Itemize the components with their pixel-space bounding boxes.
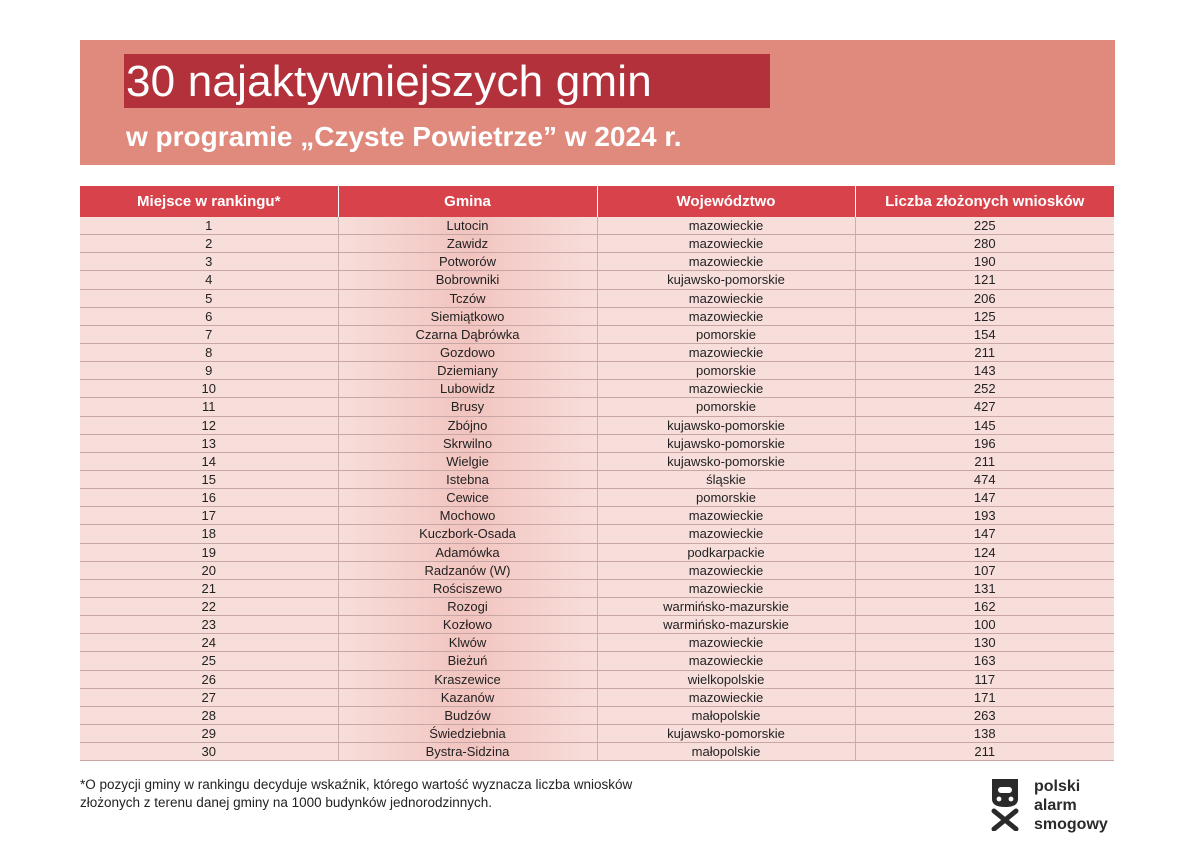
table-row: [80, 507, 1114, 525]
cell-municipality: Zawidz: [338, 235, 597, 253]
cell-municipality: Brusy: [338, 398, 597, 416]
cell-rank: 25: [80, 652, 338, 670]
cell-municipality: Lutocin: [338, 217, 597, 235]
table-row: [80, 235, 1114, 253]
table-row: [80, 652, 1114, 670]
cell-municipality: Bobrowniki: [338, 271, 597, 289]
cell-applications: 211: [855, 743, 1114, 761]
cell-applications: 131: [855, 579, 1114, 597]
cell-applications: 154: [855, 325, 1114, 343]
cell-voivodeship: mazowieckie: [597, 634, 855, 652]
table-row: [80, 543, 1114, 561]
cell-voivodeship: mazowieckie: [597, 235, 855, 253]
cell-municipality: Czarna Dąbrówka: [338, 325, 597, 343]
cell-rank: 20: [80, 561, 338, 579]
cell-applications: 124: [855, 543, 1114, 561]
cell-applications: 117: [855, 670, 1114, 688]
table-row: [80, 688, 1114, 706]
cell-applications: 143: [855, 362, 1114, 380]
cell-voivodeship: mazowieckie: [597, 561, 855, 579]
cell-voivodeship: mazowieckie: [597, 525, 855, 543]
table-row: [80, 743, 1114, 761]
cell-municipality: Świedziebnia: [338, 724, 597, 742]
page-title: 30 najaktywniejszych gmin: [126, 57, 652, 106]
cell-applications: 280: [855, 235, 1114, 253]
cell-rank: 29: [80, 724, 338, 742]
cell-rank: 5: [80, 289, 338, 307]
cell-rank: 26: [80, 670, 338, 688]
cell-municipality: Dziemiany: [338, 362, 597, 380]
cell-rank: 21: [80, 579, 338, 597]
cell-applications: 193: [855, 507, 1114, 525]
cell-rank: 24: [80, 634, 338, 652]
cell-rank: 18: [80, 525, 338, 543]
cell-municipality: Rozogi: [338, 597, 597, 615]
footnote-line-1: *O pozycji gminy w rankingu decyduje wskaźnik, którego wartość wyznacza liczba wniosków: [80, 777, 633, 792]
cell-applications: 171: [855, 688, 1114, 706]
cell-voivodeship: mazowieckie: [597, 507, 855, 525]
table-row: [80, 434, 1114, 452]
cell-rank: 27: [80, 688, 338, 706]
cell-voivodeship: wielkopolskie: [597, 670, 855, 688]
cell-rank: 16: [80, 489, 338, 507]
cell-rank: 9: [80, 362, 338, 380]
table-row: [80, 398, 1114, 416]
cell-rank: 22: [80, 597, 338, 615]
cell-rank: 19: [80, 543, 338, 561]
cell-applications: 196: [855, 434, 1114, 452]
cell-rank: 23: [80, 616, 338, 634]
table-row: [80, 289, 1114, 307]
table-row: [80, 362, 1114, 380]
ranking-table: [80, 186, 1114, 761]
cell-rank: 28: [80, 706, 338, 724]
cell-applications: 190: [855, 253, 1114, 271]
cell-voivodeship: kujawsko-pomorskie: [597, 271, 855, 289]
cell-rank: 8: [80, 343, 338, 361]
cell-voivodeship: kujawsko-pomorskie: [597, 724, 855, 742]
cell-applications: 252: [855, 380, 1114, 398]
cell-municipality: Gozdowo: [338, 343, 597, 361]
cell-voivodeship: mazowieckie: [597, 307, 855, 325]
table-row: [80, 525, 1114, 543]
table-row: [80, 616, 1114, 634]
cell-voivodeship: pomorskie: [597, 489, 855, 507]
cell-applications: 100: [855, 616, 1114, 634]
cell-municipality: Wielgie: [338, 452, 597, 470]
cell-applications: 130: [855, 634, 1114, 652]
cell-applications: 121: [855, 271, 1114, 289]
logo: [988, 775, 1128, 835]
cell-municipality: Potworów: [338, 253, 597, 271]
cell-applications: 125: [855, 307, 1114, 325]
cell-municipality: Adamówka: [338, 543, 597, 561]
table-row: [80, 634, 1114, 652]
mask-icon: [988, 777, 1022, 831]
cell-municipality: Tczów: [338, 289, 597, 307]
cell-voivodeship: pomorskie: [597, 325, 855, 343]
cell-applications: 225: [855, 217, 1114, 235]
cell-voivodeship: mazowieckie: [597, 380, 855, 398]
cell-applications: 263: [855, 706, 1114, 724]
cell-applications: 211: [855, 452, 1114, 470]
cell-municipality: Bystra-Sidzina: [338, 743, 597, 761]
cell-voivodeship: warmińsko-mazurskie: [597, 616, 855, 634]
cell-municipality: Klwów: [338, 634, 597, 652]
cell-applications: 147: [855, 525, 1114, 543]
cell-voivodeship: mazowieckie: [597, 688, 855, 706]
cell-voivodeship: śląskie: [597, 470, 855, 488]
table-row: [80, 271, 1114, 289]
cell-rank: 7: [80, 325, 338, 343]
cell-voivodeship: mazowieckie: [597, 253, 855, 271]
cell-rank: 15: [80, 470, 338, 488]
cell-voivodeship: pomorskie: [597, 398, 855, 416]
cell-applications: 206: [855, 289, 1114, 307]
table-row: [80, 561, 1114, 579]
footnote: [80, 776, 720, 812]
cell-applications: 147: [855, 489, 1114, 507]
cell-municipality: Kozłowo: [338, 616, 597, 634]
cell-voivodeship: mazowieckie: [597, 289, 855, 307]
cell-applications: 427: [855, 398, 1114, 416]
cell-municipality: Siemiątkowo: [338, 307, 597, 325]
column-header-municipality: Gmina: [338, 186, 597, 217]
table-row: [80, 307, 1114, 325]
cell-applications: 138: [855, 724, 1114, 742]
cell-municipality: Lubowidz: [338, 380, 597, 398]
cell-applications: 211: [855, 343, 1114, 361]
cell-voivodeship: kujawsko-pomorskie: [597, 452, 855, 470]
cell-voivodeship: małopolskie: [597, 743, 855, 761]
cell-voivodeship: podkarpackie: [597, 543, 855, 561]
cell-voivodeship: małopolskie: [597, 706, 855, 724]
logo-text-line-1: polski: [1034, 778, 1081, 795]
table-row: [80, 217, 1114, 235]
cell-voivodeship: kujawsko-pomorskie: [597, 416, 855, 434]
logo-text-line-3: smogowy: [1034, 816, 1108, 833]
cell-applications: 163: [855, 652, 1114, 670]
cell-municipality: Zbójno: [338, 416, 597, 434]
cell-voivodeship: mazowieckie: [597, 217, 855, 235]
table-row: [80, 416, 1114, 434]
cell-rank: 2: [80, 235, 338, 253]
cell-rank: 6: [80, 307, 338, 325]
logo-text-line-2: alarm: [1034, 797, 1077, 814]
cell-municipality: Istebna: [338, 470, 597, 488]
column-header-voivodeship: Województwo: [597, 186, 855, 217]
cell-municipality: Kuczbork-Osada: [338, 525, 597, 543]
cell-rank: 1: [80, 217, 338, 235]
cell-rank: 10: [80, 380, 338, 398]
cell-voivodeship: pomorskie: [597, 362, 855, 380]
cell-voivodeship: kujawsko-pomorskie: [597, 434, 855, 452]
table-row: [80, 452, 1114, 470]
column-header-applications: Liczba złożonych wniosków: [855, 186, 1114, 217]
table-header-row: [80, 186, 1114, 217]
cell-rank: 17: [80, 507, 338, 525]
cell-municipality: Radzanów (W): [338, 561, 597, 579]
table-row: [80, 343, 1114, 361]
cell-municipality: Skrwilno: [338, 434, 597, 452]
cell-applications: 107: [855, 561, 1114, 579]
cell-applications: 162: [855, 597, 1114, 615]
table-body: [80, 217, 1114, 761]
cell-rank: 3: [80, 253, 338, 271]
table-row: [80, 470, 1114, 488]
cell-rank: 11: [80, 398, 338, 416]
cell-municipality: Bieżuń: [338, 652, 597, 670]
cell-municipality: Kazanów: [338, 688, 597, 706]
cell-applications: 145: [855, 416, 1114, 434]
cell-rank: 4: [80, 271, 338, 289]
page-subtitle: w programie „Czyste Powietrze” w 2024 r.: [126, 121, 682, 152]
cell-rank: 13: [80, 434, 338, 452]
table-row: [80, 706, 1114, 724]
table-row: [80, 724, 1114, 742]
table-row: [80, 597, 1114, 615]
cell-municipality: Rościszewo: [338, 579, 597, 597]
table-row: [80, 380, 1114, 398]
cell-applications: 474: [855, 470, 1114, 488]
table-row: [80, 325, 1114, 343]
cell-rank: 14: [80, 452, 338, 470]
footnote-line-2: złożonych z terenu danej gminy na 1000 budynków jednorodzinnych.: [80, 795, 493, 810]
cell-municipality: Budzów: [338, 706, 597, 724]
cell-municipality: Kraszewice: [338, 670, 597, 688]
cell-voivodeship: mazowieckie: [597, 343, 855, 361]
cell-rank: 30: [80, 743, 338, 761]
table-row: [80, 253, 1114, 271]
cell-municipality: Mochowo: [338, 507, 597, 525]
cell-voivodeship: mazowieckie: [597, 652, 855, 670]
logo-text: [1034, 777, 1108, 834]
cell-voivodeship: mazowieckie: [597, 579, 855, 597]
cell-rank: 12: [80, 416, 338, 434]
table-row: [80, 489, 1114, 507]
table-row: [80, 579, 1114, 597]
table-row: [80, 670, 1114, 688]
column-header-rank: Miejsce w rankingu*: [80, 186, 338, 217]
cell-voivodeship: warmińsko-mazurskie: [597, 597, 855, 615]
cell-municipality: Cewice: [338, 489, 597, 507]
